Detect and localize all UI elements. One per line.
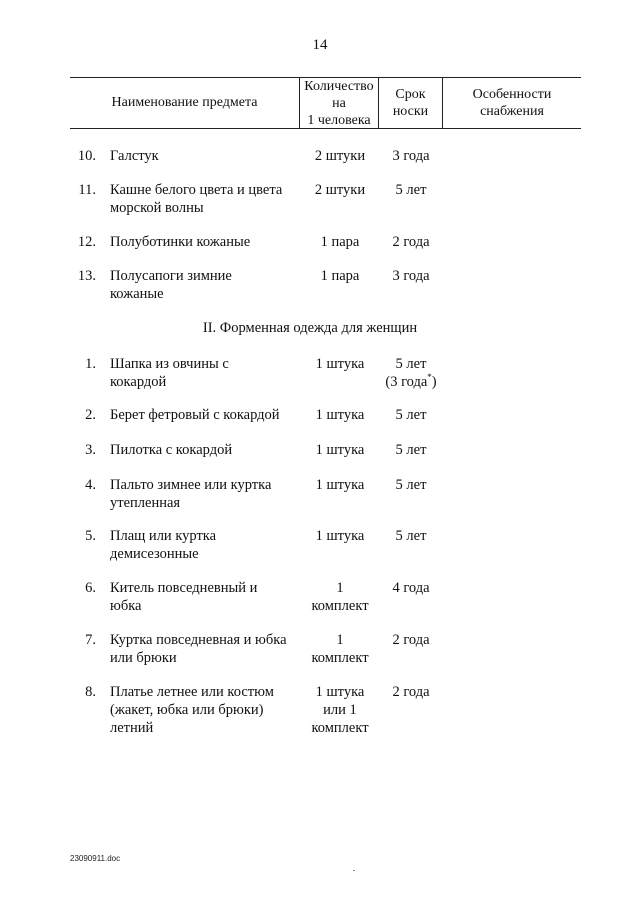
item-quantity-line: 2 штуки [314,148,366,164]
header-quantity [300,78,378,129]
header-features-line: Особенности [472,87,552,102]
document-filename: 23090911.doc [70,854,121,863]
item-quantity [300,406,380,424]
item-name [110,233,300,251]
item-term-line [379,373,443,391]
item-term-line: 5 лет [395,477,427,493]
item-name [110,147,300,165]
item-name-line: Кашне белого цвета и цвета [110,182,283,198]
item-name [110,355,300,391]
item-name-line: (жакет, юбка или брюки) [110,702,264,718]
item-term [379,147,443,165]
item-quantity-line: комплект [311,650,369,666]
item-term-line: 3 года [392,268,430,284]
item-number: 11. [78,182,96,198]
item-name-line: летний [110,720,154,736]
item-term-text: (3 года [385,374,428,390]
item-term-line: 5 лет [395,528,427,544]
item-term [379,181,443,199]
item-quantity-line: 1 пара [320,268,360,284]
header-features-line: снабжения [480,104,544,119]
item-name-line: Шапка из овчины с [110,356,229,372]
item-quantity [300,147,380,165]
item-name-line: или брюки [110,650,177,666]
page-number: 14 [312,37,328,53]
item-name-line: Китель повседневный и [110,580,258,596]
section-title: II. Форменная одежда для женщин [202,320,418,336]
item-term-line: 2 года [392,684,430,700]
item-term [379,631,443,649]
item-quantity [300,355,380,373]
item-name-line: Полусапоги зимние [110,268,232,284]
item-quantity-line: 2 штуки [314,182,366,198]
header-quantity-line: на [332,96,346,111]
item-term [379,233,443,251]
item-number: 6. [85,580,96,596]
item-number: 12. [77,234,96,250]
item-name [110,441,300,459]
item-name [110,181,300,217]
item-quantity [300,233,380,251]
item-quantity [300,631,380,667]
item-name-line: кожаные [110,286,164,302]
item-name-line: демисезонные [110,546,199,562]
item-quantity-line: 1 штука [315,684,365,700]
item-name [110,406,300,424]
header-term [379,86,442,120]
item-name-line: Галстук [110,148,159,164]
item-quantity-line: или 1 [323,702,357,718]
item-quantity [300,579,380,615]
item-quantity [300,683,380,737]
item-term-line: 5 лет [395,182,427,198]
item-number: 3. [85,442,96,458]
header-features [443,86,581,120]
item-term-text: ) [431,374,437,390]
item-quantity-line: 1 штука [315,477,365,493]
header-term-line: носки [392,104,429,119]
item-quantity-line: 1 [336,632,344,648]
item-term [379,579,443,597]
item-quantity [300,527,380,545]
item-name-line: Пальто зимнее или куртка [110,477,272,493]
item-quantity-line: 1 штука [315,528,365,544]
item-name [110,476,300,512]
item-quantity-line: 1 пара [320,234,360,250]
item-name-line: Берет фетровый с кокардой [110,407,280,423]
item-name [110,527,300,563]
item-term [379,441,443,459]
item-name-line: Пилотка с кокардой [110,442,233,458]
item-quantity-line: комплект [311,720,369,736]
item-name-line: Куртка повседневная и юбка [110,632,287,648]
item-name-line: утепленная [110,495,181,511]
item-name-line: юбка [110,598,142,614]
item-term-line: 5 лет [395,407,427,423]
item-number: 5. [85,528,96,544]
item-term-line: 5 лет [395,356,427,372]
header-term-line: Срок [395,87,426,102]
item-quantity-line: комплект [311,598,369,614]
item-quantity-line: 1 [336,580,344,596]
item-quantity [300,441,380,459]
item-name [110,579,300,615]
header-quantity-line: 1 человека [307,113,371,128]
item-term [379,267,443,285]
item-name-line: Полуботинки кожаные [110,234,251,250]
item-term [379,683,443,701]
item-term [379,476,443,494]
item-number: 10. [77,148,96,164]
item-term [379,527,443,545]
item-term-line: 5 лет [395,442,427,458]
item-quantity [300,181,380,199]
item-name [110,683,300,737]
item-number: 2. [85,407,96,423]
item-quantity-line: 1 штука [315,356,365,372]
scan-speck [353,870,355,871]
header-item-name: Наименование предмета [111,95,258,110]
item-number: 13. [77,268,96,284]
item-term-line: 3 года [392,148,430,164]
item-name [110,267,300,303]
item-number: 8. [85,684,96,700]
item-name-line: кокардой [110,374,167,390]
item-name-line: морской волны [110,200,204,216]
item-term-line: 2 года [392,234,430,250]
item-number: 4. [85,477,96,493]
item-quantity [300,476,380,494]
item-name [110,631,300,667]
item-term-line: 2 года [392,632,430,648]
item-quantity-line: 1 штука [315,407,365,423]
item-term-line: 4 года [392,580,430,596]
header-quantity-line: Количество [304,79,374,94]
item-number: 7. [85,632,96,648]
item-term [379,355,443,391]
item-name-line: Платье летнее или костюм [110,684,274,700]
footnote-marker: * [427,372,432,383]
item-number: 1. [85,356,96,372]
item-name-line: Плащ или куртка [110,528,217,544]
item-term [379,406,443,424]
item-quantity [300,267,380,285]
item-quantity-line: 1 штука [315,442,365,458]
